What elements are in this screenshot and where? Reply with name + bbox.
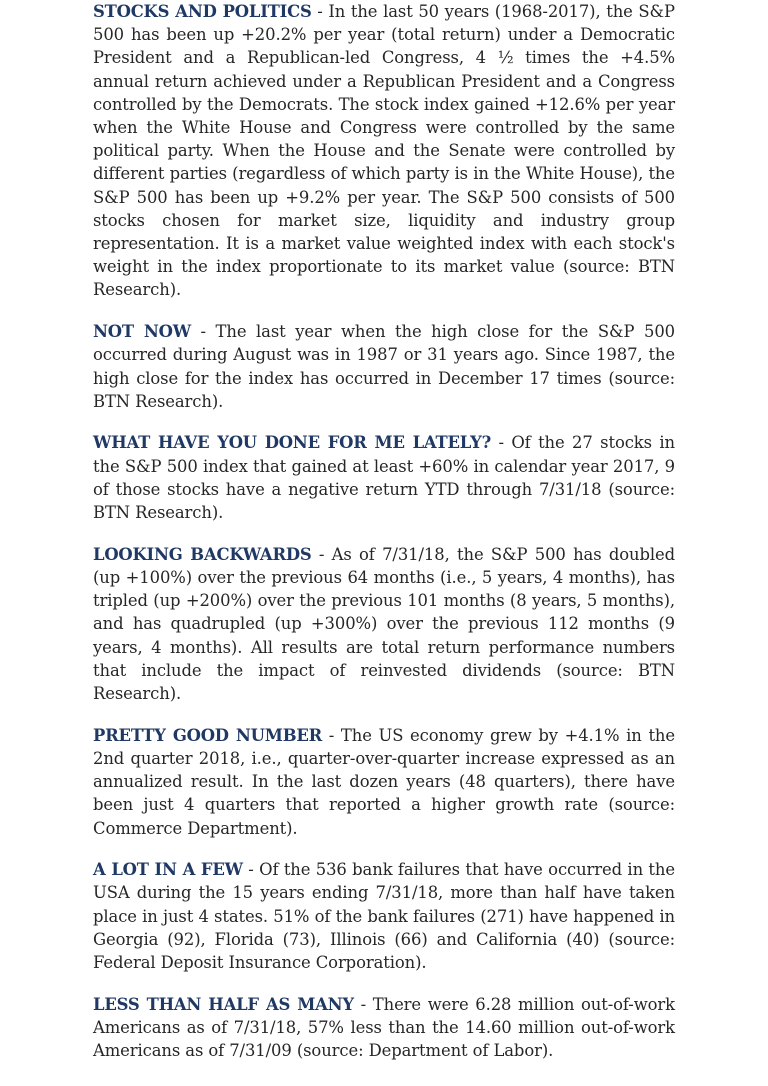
paragraph-heading: A LOT IN A FEW <box>93 860 243 880</box>
paragraph-body: Of the 536 bank failures that have occurred in the USA during the 15 years ending 7/31/18, more than half have taken place in just 4 states. 51% of the bank failures (271) have happened in Georgia (92), Florida (73), Illinois (66) and California (40) (source: Federal Deposit Insurance Corporation). <box>93 860 675 973</box>
heading-separator: - <box>311 544 332 564</box>
paragraph-heading: STOCKS AND POLITICS <box>93 2 312 21</box>
document-page <box>93 0 675 1081</box>
paragraph-body: There were 6.28 million out-of-work Americans as of 7/31/18, 57% less than the 14.60 million out-of-work Americans as of 7/31/09 (source: Department of Labor). <box>93 994 675 1061</box>
heading-separator: - <box>242 860 260 880</box>
paragraph-body: The US economy grew by +4.1% in the 2nd quarter 2018, i.e., quarter-over-quarter increase expressed as an annualized result. In the last dozen years (48 quarters), there have been just 4 quarters that reported a higher growth rate (source: Commerce Department). <box>93 725 675 838</box>
paragraph-heading: LESS THAN HALF AS MANY <box>93 994 354 1014</box>
paragraph-not-now <box>93 320 675 413</box>
paragraph-pretty-good-number <box>93 724 675 840</box>
paragraph-looking-backwards <box>93 543 675 705</box>
heading-separator: - <box>491 433 512 453</box>
heading-separator: - <box>311 2 329 21</box>
paragraph-heading: WHAT HAVE YOU DONE FOR ME LATELY? <box>93 433 491 453</box>
paragraph-stocks-and-politics <box>93 0 675 302</box>
paragraph-body: Of the 27 stocks in the S&P 500 index that gained at least +60% in calendar year 2017, 9 of those stocks have a negative return YTD through 7/31/18 (source: BTN Research). <box>93 433 675 523</box>
heading-separator: - <box>353 994 373 1014</box>
paragraph-heading: PRETTY GOOD NUMBER <box>93 725 323 745</box>
paragraph-body: The last year when the high close for the S&P 500 occurred during August was in 1987 or 31 years ago. Since 1987, the high close for the index has occurred in December 17 times (source: BTN Research). <box>93 322 675 411</box>
paragraph-a-lot-in-a-few <box>93 858 675 974</box>
heading-separator: - <box>322 725 341 745</box>
paragraph-what-have-you-done <box>93 431 675 524</box>
paragraph-heading: LOOKING BACKWARDS <box>93 544 312 564</box>
paragraph-heading: NOT NOW <box>93 322 191 342</box>
paragraph-body: In the last 50 years (1968-2017), the S&P 500 has been up +20.2% per year (total return) under a Democratic President and a Republican-led Congress, 4 ½ times the +4.5% annual return achieved under a Republican President and a Congress controlled by the Democrats. The stock index gained +12.6% per year when the White House and Congress were controlled by the same political party. When the House and the Senate were controlled by different parties (regardless of which party is in the White House), the S&P 500 has been up +9.2% per year. The S&P 500 consists of 500 stocks chosen for market size, liquidity and industry group representation. It is a market value weighted index with each stock's weight in the index proportionate to its market value (source: BTN Research). <box>93 2 675 300</box>
heading-separator: - <box>190 322 216 342</box>
paragraph-body: As of 7/31/18, the S&P 500 has doubled (up +100%) over the previous 64 months (i.e., 5 years, 4 months), has tripled (up +200%) over the previous 101 months (8 years, 5 months), and has quadrupled (up +300%) over the previous 112 months (9 years, 4 months). All results are total return performance numbers that include the impact of reinvested dividends (source: BTN Research). <box>93 544 675 703</box>
paragraph-less-than-half-as-many <box>93 993 675 1063</box>
